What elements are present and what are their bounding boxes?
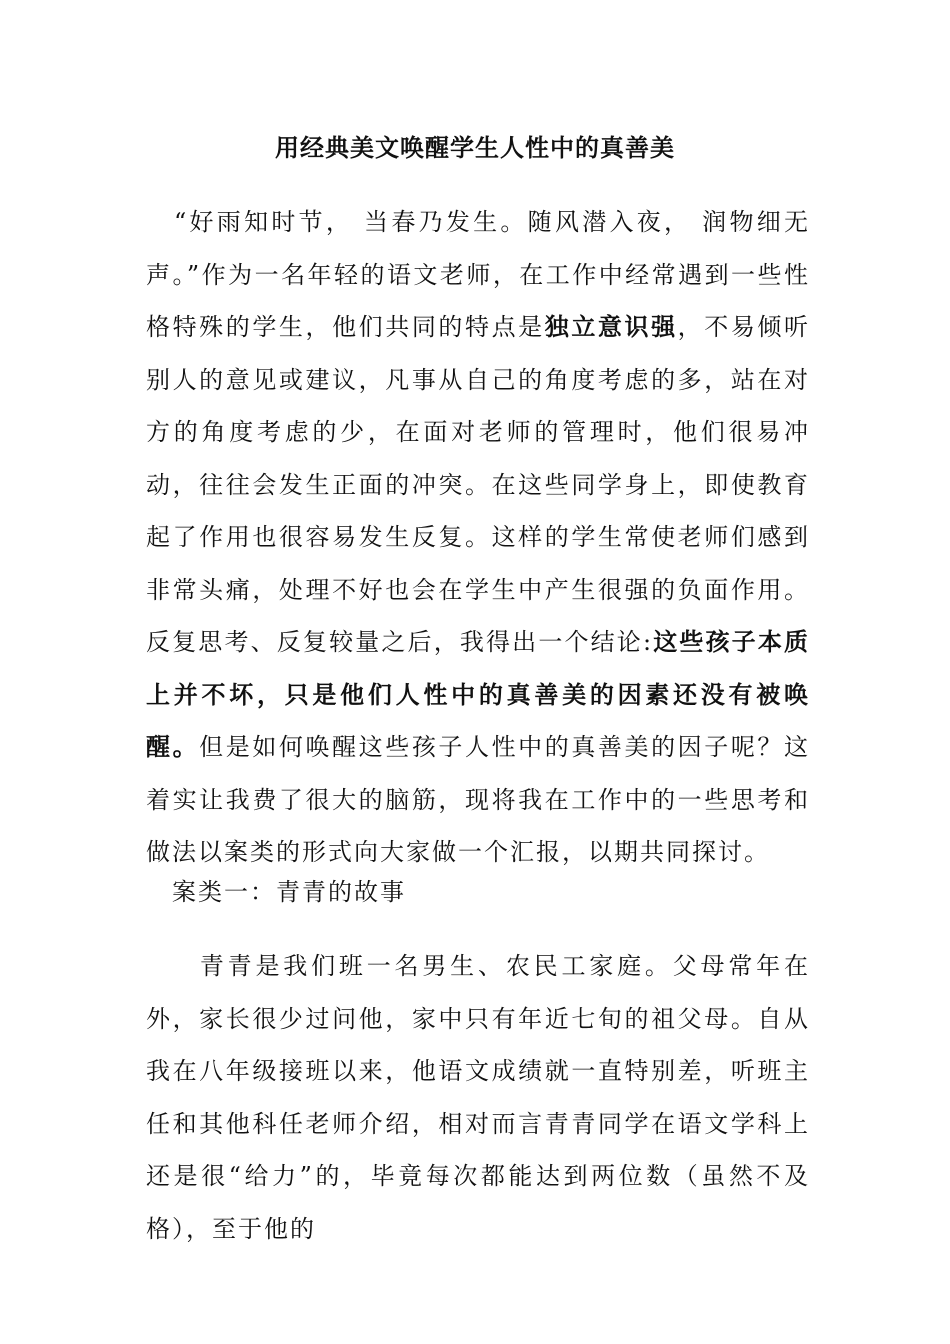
intro-text-3: 但是如何唤醒这些孩子人性中的真善美的因子呢？这着实让我费了很大的脑筋，现将我在工作中的一些思考和做法以案类的形式向大家做一个汇报，以期共同探讨。 (146, 733, 811, 866)
case-paragraph (146, 940, 810, 1255)
intro-bold-1: 独立意识强 (544, 312, 678, 341)
intro-bold-2: 这些孩子本质上并不坏，只是他们人性中的真善美的因素还没有被唤醒。 (146, 627, 810, 761)
intro-paragraph (146, 196, 810, 879)
case-text: 青青是我们班一名男生、农民工家庭。父母常年在外，家长很少过问他，家中只有年近七旬的祖父母。自从我在八年级接班以来，他语文成绩就一直特别差，听班主任和其他科任老师介绍，相对而言青青同学在语文学科上还是很“给力”的，毕竟每次都能达到两位数（虽然不及格），至于他的 (146, 952, 810, 1243)
intro-text-1: “好雨知时节， 当春乃发生。随风潜入夜， 润物细无声。”作为一名年轻的语文老师，在工作中经常遇到一些性格特殊的学生，他们共同的特点是 (146, 208, 810, 341)
intro-text-2: ，不易倾听别人的意见或建议，凡事从自己的角度考虑的多，站在对方的角度考虑的少，在面对老师的管理时，他们很易冲动，往往会发生正面的冲突。在这些同学身上，即使教育起了作用也很容易发生反复。这样的学生常使老师们感到非常头痛，处理不好也会在学生中产生很强的负面作用。反复思考、反复较量之后，我得出一个结论: (146, 313, 811, 656)
case-heading: 案类一：青青的故事 (172, 878, 406, 906)
document-title: 用经典美文唤醒学生人性中的真善美 (275, 133, 675, 162)
